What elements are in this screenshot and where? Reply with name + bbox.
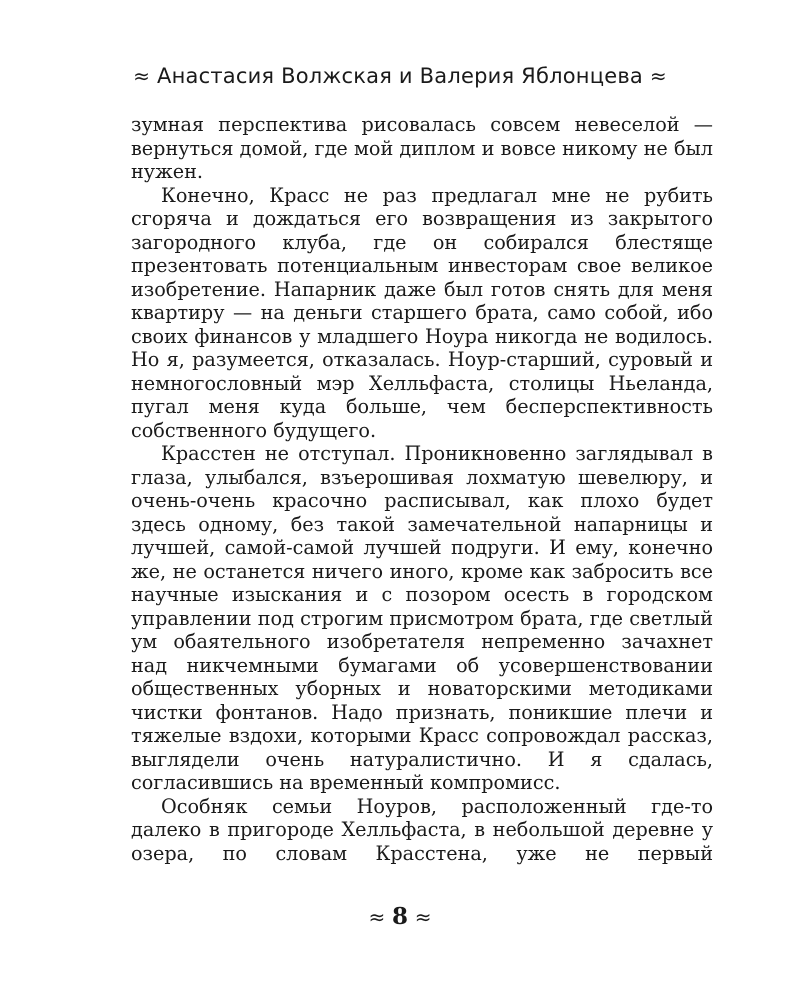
page-number-footer	[0, 903, 800, 930]
page-number: 8	[391, 903, 408, 930]
paragraph: Конечно, Красс не раз предлагал мне не рубить сгоряча и дождаться его возвращения из закрытого загородного клуба, где он собирался блестяще презентовать потенциальным инвесторам свое великое изобретение. Напарник даже был готов снять для меня квартиру — на деньги старшего брата, само собой, ибо своих финансов у младшего Ноура никогда не водилось. Но я, разумеется, отказалась. Ноур-старший, суровый и немногословный мэр Хелльфаста, столицы Ньеланда, пугал меня куда больше, чем бесперспективность собственного будущего.	[131, 183, 713, 442]
paragraph: зумная перспектива рисовалась совсем невеселой — вернуться домой, где мой диплом и вовсе никому не был нужен.	[131, 113, 713, 183]
running-header-title: Анастасия Волжская и Валерия Яблонцева	[157, 64, 643, 88]
paragraph: Особняк семьи Ноуров, расположенный где-то далеко в пригороде Хелльфаста, в небольшой деревне у озера, по словам Красстена, уже не первый	[131, 794, 713, 865]
ornament-left-icon: ≈	[133, 64, 151, 88]
paragraph: Красстен не отступал. Проникновенно заглядывал в глаза, улыбался, взъерошивая лохматую шевелюру, и очень-очень красочно расписывал, как плохо будет здесь одному, без такой замечательной напарницы и лучшей, самой-самой лучшей подруги. И ему, конечно же, не останется ничего иного, кроме как забросить все научные изыскания и с позором осесть в городском управлении под строгим присмотром брата, где светлый ум обаятельного изобретателя непременно зачахнет над никчемными бумагами об усовершенствовании общественных уборных и новаторскими методиками чистки фонтанов. Надо признать, поникшие плечи и тяжелые вздохи, которыми Красс сопровождал рассказ, выглядели очень натуралистично. И я сдалась, согласившись на временный компромисс.	[131, 442, 713, 794]
body-text	[131, 113, 713, 865]
ornament-right-icon: ≈	[414, 905, 432, 929]
running-header	[0, 64, 800, 88]
ornament-right-icon: ≈	[649, 64, 667, 88]
ornament-left-icon: ≈	[368, 905, 386, 929]
